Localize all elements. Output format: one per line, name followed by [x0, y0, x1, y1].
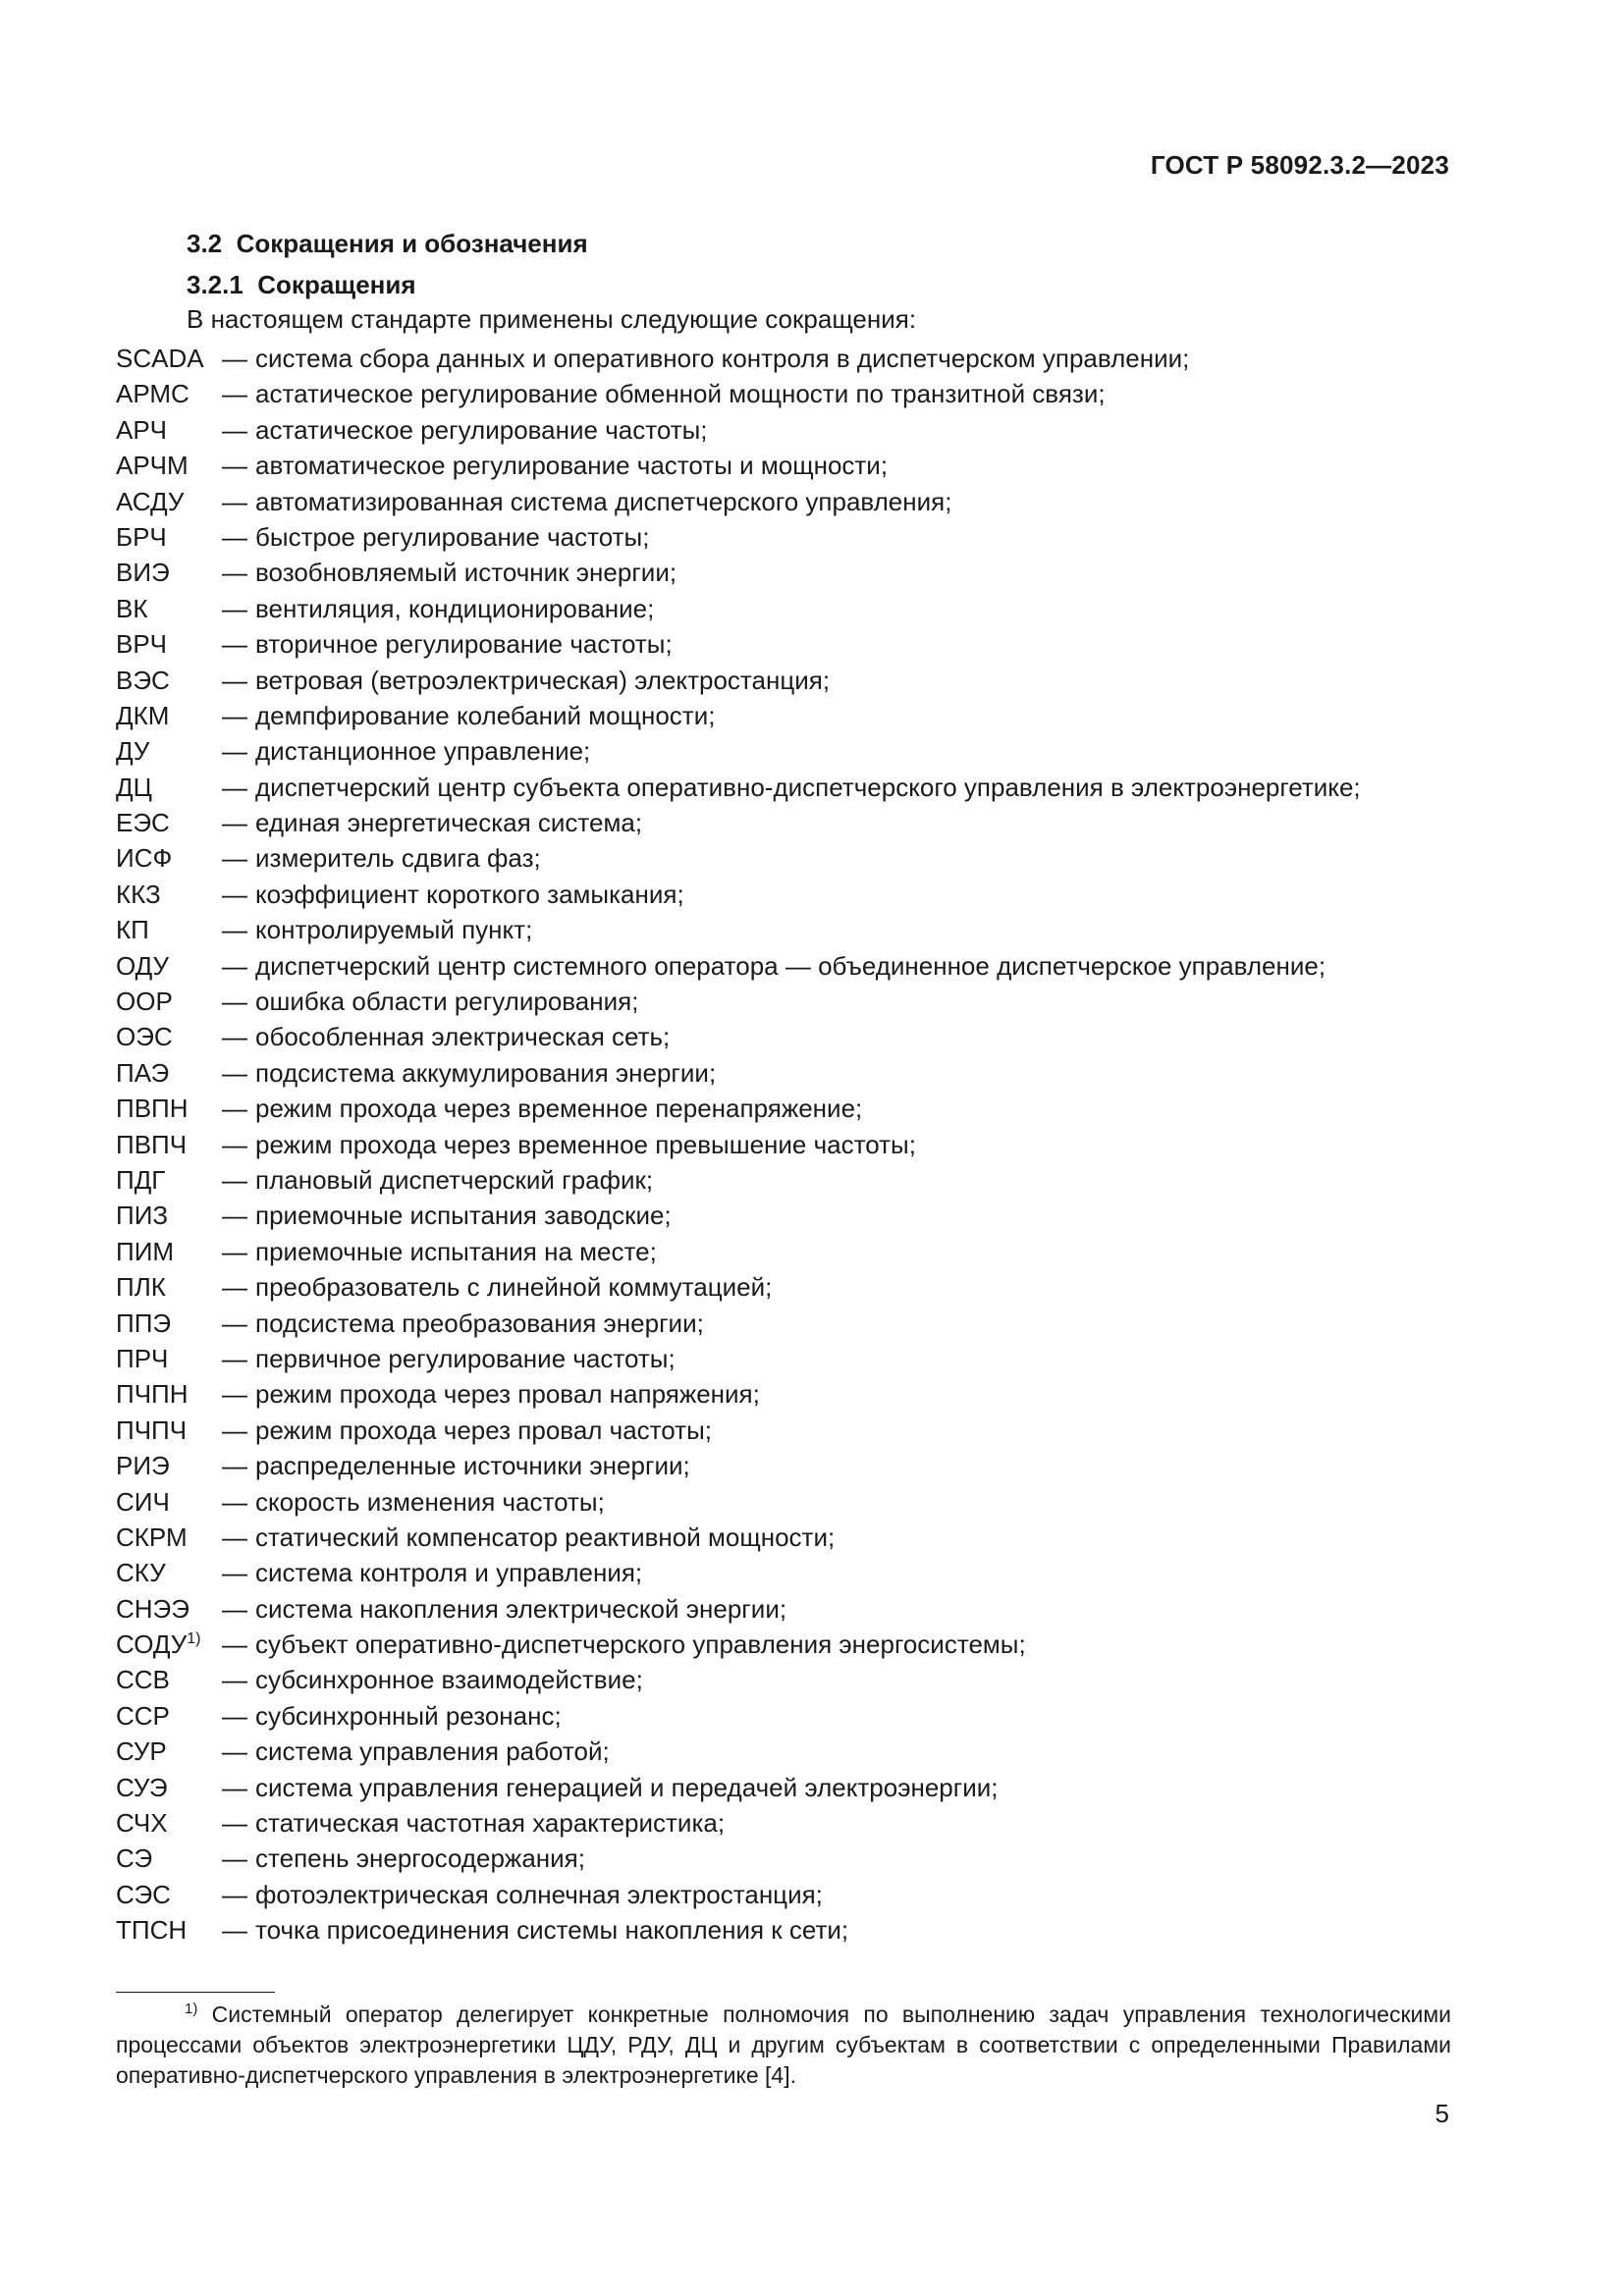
abbreviation-row: [116, 484, 1451, 519]
abbreviation-definition: контролируемый пункт;: [255, 915, 533, 945]
abbreviation-term: [116, 840, 222, 876]
abbreviation-definition: ветровая (ветроэлектрическая) электростанция;: [255, 665, 831, 695]
abbreviation-term: [116, 1841, 222, 1876]
abbreviation-term: [116, 448, 222, 483]
abbreviation-row: [116, 1555, 1451, 1590]
abbreviation-term-text: ПДГ: [116, 1164, 166, 1195]
abbreviation-dash: —: [222, 736, 247, 767]
abbreviation-term-text: СИЧ: [116, 1486, 170, 1517]
abbreviation-definition: первичное регулирование частоты;: [255, 1343, 676, 1373]
abbreviation-term-text: ОЭС: [116, 1022, 173, 1052]
abbreviation-term-text: ИСФ: [116, 843, 173, 874]
abbreviation-term-text: ВК: [116, 593, 148, 623]
abbreviation-term: [116, 1805, 222, 1841]
abbreviation-row: [116, 1269, 1451, 1305]
abbreviation-term-text: ОДУ: [116, 950, 170, 981]
abbreviation-term-text: БРЧ: [116, 521, 167, 552]
abbreviation-definition: измеритель сдвига фаз;: [255, 843, 541, 874]
abbreviation-dash: —: [222, 1164, 247, 1195]
abbreviation-definition: система управления генерацией и передачей электроэнергии;: [255, 1772, 999, 1802]
abbreviation-dash: —: [222, 1379, 247, 1410]
footnote-text: Системный оператор делегирует конкретные полномочия по выполнению задач управления технологическими процессами объектов электроэнергетики ЦДУ, РДУ, ДЦ и другим субъектам в соответствии с определенными Правилами оперативно-диспетчерского управления в электроэнергетике [4].: [116, 2002, 1452, 2088]
abbreviation-row: [116, 698, 1451, 733]
abbreviation-term: [116, 1055, 222, 1091]
abbreviation-term: [116, 948, 222, 984]
abbreviation-row: [116, 1306, 1451, 1341]
abbreviation-term-text: КП: [116, 915, 149, 945]
abbreviation-definition: система управления работой;: [255, 1736, 610, 1767]
abbreviation-dash: —: [222, 950, 247, 981]
abbreviation-term: [116, 1698, 222, 1734]
abbreviation-term-text: ПВПЧ: [116, 1129, 188, 1159]
abbreviation-term-text: СУР: [116, 1736, 167, 1767]
abbreviation-definition: коэффициент короткого замыкания;: [255, 879, 684, 909]
abbreviation-row: [116, 1091, 1451, 1126]
footnote-divider: [116, 1992, 275, 1993]
abbreviation-row: [116, 1805, 1451, 1841]
abbreviation-definition: система сбора данных и оперативного контроля в диспетчерском управлении;: [255, 344, 1190, 373]
abbreviation-term-text: СЭС: [116, 1879, 171, 1909]
abbreviation-term: [116, 1877, 222, 1912]
abbreviation-row: [116, 984, 1451, 1019]
abbreviation-definition: астатическое регулирование частоты;: [255, 414, 708, 445]
abbreviation-dash: —: [222, 1700, 247, 1731]
abbreviation-term-text: АСДУ: [116, 486, 185, 516]
abbreviation-definition: демпфирование колебаний мощности;: [255, 700, 716, 730]
abbreviation-term: [116, 1198, 222, 1233]
abbreviation-dash: —: [222, 629, 247, 660]
abbreviation-term-text: ССВ: [116, 1665, 170, 1695]
abbreviation-term: [116, 1162, 222, 1198]
abbreviation-row: [116, 1734, 1451, 1769]
intro-paragraph: В настоящем стандарте применены следующие сокращения:: [187, 304, 917, 334]
abbreviation-row: [116, 1234, 1451, 1269]
abbreviation-row: [116, 1841, 1451, 1876]
abbreviation-term-text: ККЗ: [116, 879, 161, 909]
abbreviation-term-text: ДЦ: [116, 772, 152, 802]
abbreviation-term: [116, 805, 222, 840]
abbreviation-definition: режим прохода через провал напряжения;: [255, 1379, 760, 1410]
abbreviation-definition: обособленная электрическая сеть;: [255, 1022, 671, 1052]
abbreviation-term: [116, 1627, 222, 1662]
abbreviation-row: [116, 912, 1451, 947]
abbreviation-dash: —: [222, 1236, 247, 1266]
abbreviation-definition: быстрое регулирование частоты;: [255, 521, 650, 552]
footnote-reference: 1): [187, 1630, 201, 1648]
abbreviation-definition: субсинхронный резонанс;: [255, 1700, 562, 1731]
abbreviation-term-text: ЕЭС: [116, 808, 170, 838]
abbreviation-term: [116, 912, 222, 947]
abbreviation-term: [116, 984, 222, 1019]
abbreviation-dash: —: [222, 1772, 247, 1802]
abbreviation-term: [116, 1734, 222, 1769]
abbreviation-term: [116, 1912, 222, 1948]
abbreviation-term: [116, 663, 222, 698]
abbreviation-definition: фотоэлектрическая солнечная электростанция;: [255, 1879, 823, 1909]
abbreviation-term-text: ТПСН: [116, 1915, 188, 1946]
abbreviation-term-text: ПВПН: [116, 1094, 189, 1124]
abbreviation-term: [116, 877, 222, 912]
abbreviation-term: [116, 1662, 222, 1697]
abbreviation-term: [116, 1234, 222, 1269]
abbreviation-definition: преобразователь с линейной коммутацией;: [255, 1272, 773, 1303]
abbreviation-term-text: ПЧПН: [116, 1379, 189, 1410]
abbreviation-dash: —: [222, 1308, 247, 1338]
abbreviation-term: [116, 1019, 222, 1054]
abbreviation-definition: приемочные испытания заводские;: [255, 1201, 672, 1231]
abbreviation-dash: —: [222, 521, 247, 552]
abbreviation-term-text: ВЭС: [116, 665, 170, 695]
abbreviation-row: [116, 840, 1451, 876]
abbreviation-dash: —: [222, 1201, 247, 1231]
abbreviation-term-text: РИЭ: [116, 1451, 170, 1481]
abbreviation-definition: степень энергосодержания;: [255, 1843, 585, 1874]
abbreviation-dash: —: [222, 843, 247, 874]
abbreviation-dash: —: [222, 1522, 247, 1552]
abbreviation-row: [116, 948, 1451, 984]
abbreviation-row: [116, 1162, 1451, 1198]
abbreviation-dash: —: [222, 1808, 247, 1839]
abbreviation-term-text: СУЭ: [116, 1772, 168, 1802]
abbreviation-term-text: ПИМ: [116, 1236, 175, 1266]
abbreviation-term: [116, 1448, 222, 1483]
abbreviation-dash: —: [222, 558, 247, 588]
abbreviation-definition: вторичное регулирование частоты;: [255, 629, 673, 660]
abbreviation-dash: —: [222, 414, 247, 445]
abbreviation-definition: режим прохода через временное превышение частоты;: [255, 1129, 916, 1159]
abbreviation-term-text: ПРЧ: [116, 1343, 169, 1373]
abbreviation-dash: —: [222, 1629, 247, 1660]
abbreviation-definition: единая энергетическая система;: [255, 808, 643, 838]
abbreviation-dash: —: [222, 1593, 247, 1624]
abbreviation-term-text: СЧХ: [116, 1808, 168, 1839]
abbreviation-row: [116, 733, 1451, 769]
abbreviation-definition: статическая частотная характеристика;: [255, 1808, 726, 1839]
abbreviation-dash: —: [222, 987, 247, 1017]
abbreviation-dash: —: [222, 1486, 247, 1517]
abbreviation-row: [116, 1341, 1451, 1376]
abbreviation-dash: —: [222, 1915, 247, 1946]
abbreviation-term: [116, 376, 222, 411]
abbreviation-dash: —: [222, 1094, 247, 1124]
abbreviation-definition: автоматизированная система диспетчерского управления;: [255, 486, 952, 516]
abbreviation-term-text: АРЧМ: [116, 451, 189, 481]
abbreviation-term: [116, 1306, 222, 1341]
abbreviation-definition: система контроля и управления;: [255, 1558, 643, 1588]
abbreviation-term: [116, 1484, 222, 1520]
abbreviation-row: [116, 877, 1451, 912]
abbreviation-row: [116, 1376, 1451, 1412]
abbreviation-dash: —: [222, 379, 247, 409]
abbreviation-term: [116, 1127, 222, 1162]
abbreviation-definition: система накопления электрической энергии;: [255, 1593, 787, 1624]
abbreviation-dash: —: [222, 1558, 247, 1588]
abbreviation-dash: —: [222, 915, 247, 945]
abbreviation-term-text: СОДУ: [116, 1629, 188, 1660]
abbreviation-definition: диспетчерский центр субъекта оперативно-диспетчерского управления в электроэнергетике;: [255, 772, 1361, 802]
abbreviation-dash: —: [222, 593, 247, 623]
abbreviation-term-text: ПИЗ: [116, 1201, 169, 1231]
abbreviation-term-text: СЭ: [116, 1843, 153, 1874]
abbreviation-definition: точка присоединения системы накопления к сети;: [255, 1915, 849, 1946]
abbreviation-term: [116, 733, 222, 769]
abbreviation-row: [116, 1662, 1451, 1697]
abbreviation-dash: —: [222, 1272, 247, 1303]
abbreviation-term-text: ППЭ: [116, 1308, 172, 1338]
abbreviation-row: [116, 805, 1451, 840]
abbreviation-row: [116, 770, 1451, 805]
abbreviation-term: [116, 1091, 222, 1126]
abbreviation-row: [116, 1698, 1451, 1734]
abbreviation-dash: —: [222, 700, 247, 730]
abbreviation-definition: подсистема преобразования энергии;: [255, 1308, 704, 1338]
abbreviation-dash: —: [222, 1022, 247, 1052]
abbreviation-dash: —: [222, 1415, 247, 1445]
abbreviation-term: [116, 591, 222, 626]
abbreviation-row: [116, 663, 1451, 698]
abbreviation-term: [116, 341, 222, 376]
abbreviation-row: [116, 1591, 1451, 1627]
abbreviation-definition: скорость изменения частоты;: [255, 1486, 605, 1517]
abbreviation-row: [116, 555, 1451, 590]
footnote: [116, 2000, 1451, 2091]
abbreviation-definition: астатическое регулирование обменной мощности по транзитной связи;: [255, 379, 1106, 409]
abbreviation-term-text: АРЧ: [116, 414, 168, 445]
abbreviation-definition: подсистема аккумулирования энергии;: [255, 1057, 717, 1088]
abbreviation-dash: —: [222, 451, 247, 481]
abbreviation-term: [116, 626, 222, 662]
abbreviation-term-text: АРМС: [116, 379, 189, 409]
abbreviation-term: [116, 698, 222, 733]
abbreviation-row: [116, 591, 1451, 626]
abbreviation-term: [116, 1520, 222, 1555]
abbreviation-term: [116, 1413, 222, 1448]
footnote-marker: 1): [185, 2001, 198, 2017]
abbreviation-definition: плановый диспетчерский график;: [255, 1164, 654, 1195]
abbreviation-dash: —: [222, 1665, 247, 1695]
abbreviation-row: [116, 519, 1451, 555]
document-code: ГОСТ Р 58092.3.2—2023: [1150, 150, 1449, 180]
abbreviation-definition: субсинхронное взаимодействие;: [255, 1665, 643, 1695]
abbreviation-row: [116, 1627, 1451, 1662]
abbreviation-term-text: СНЭЭ: [116, 1593, 189, 1624]
abbreviation-term: [116, 1555, 222, 1590]
abbreviation-row: [116, 1520, 1451, 1555]
abbreviation-term-text: СКУ: [116, 1558, 166, 1588]
abbreviation-row: [116, 1770, 1451, 1805]
abbreviation-definition: субъект оперативно-диспетчерского управления энергосистемы;: [255, 1629, 1026, 1660]
abbreviation-row: [116, 1484, 1451, 1520]
abbreviation-term: [116, 412, 222, 448]
abbreviation-row: [116, 1055, 1451, 1091]
abbreviation-definition: режим прохода через временное перенапряжение;: [255, 1094, 863, 1124]
abbreviation-row: [116, 341, 1451, 376]
abbreviation-dash: —: [222, 1057, 247, 1088]
abbreviation-dash: —: [222, 1129, 247, 1159]
abbreviation-term-text: SCADA: [116, 344, 204, 373]
abbreviation-definition: приемочные испытания на месте;: [255, 1236, 657, 1266]
abbreviation-definition: возобновляемый источник энергии;: [255, 558, 677, 588]
abbreviation-definition: статический компенсатор реактивной мощности;: [255, 1522, 836, 1552]
abbreviation-term-text: ДКМ: [116, 700, 170, 730]
abbreviation-term: [116, 484, 222, 519]
abbreviation-definition: дистанционное управление;: [255, 736, 591, 767]
abbreviation-dash: —: [222, 808, 247, 838]
abbreviation-term: [116, 519, 222, 555]
abbreviation-dash: —: [222, 1736, 247, 1767]
abbreviation-term: [116, 1341, 222, 1376]
abbreviation-dash: —: [222, 665, 247, 695]
section-title: 3.2 Сокращения и обозначения: [187, 229, 588, 258]
abbreviation-dash: —: [222, 1879, 247, 1909]
abbreviation-row: [116, 1198, 1451, 1233]
abbreviation-list: [116, 341, 1451, 1949]
abbreviation-definition: ошибка области регулирования;: [255, 987, 639, 1017]
abbreviation-term-text: ДУ: [116, 736, 150, 767]
abbreviation-row: [116, 1019, 1451, 1054]
abbreviation-term-text: ВИЭ: [116, 558, 170, 588]
abbreviation-row: [116, 448, 1451, 483]
abbreviation-row: [116, 1413, 1451, 1448]
abbreviation-dash: —: [222, 1451, 247, 1481]
abbreviation-dash: —: [222, 344, 247, 373]
abbreviation-term: [116, 1376, 222, 1412]
abbreviation-dash: —: [222, 1343, 247, 1373]
abbreviation-term: [116, 555, 222, 590]
abbreviation-dash: —: [222, 1843, 247, 1874]
abbreviation-definition: вентиляция, кондиционирование;: [255, 593, 655, 623]
abbreviation-row: [116, 1877, 1451, 1912]
abbreviation-term-text: ВРЧ: [116, 629, 168, 660]
abbreviation-row: [116, 1912, 1451, 1948]
abbreviation-dash: —: [222, 879, 247, 909]
abbreviation-term: [116, 770, 222, 805]
abbreviation-term-text: СКРМ: [116, 1522, 188, 1552]
abbreviation-row: [116, 412, 1451, 448]
abbreviation-dash: —: [222, 772, 247, 802]
abbreviation-definition: режим прохода через провал частоты;: [255, 1415, 713, 1445]
abbreviation-term: [116, 1269, 222, 1305]
abbreviation-definition: диспетчерский центр системного оператора — объединенное диспетчерское управление;: [255, 950, 1326, 981]
abbreviation-definition: автоматическое регулирование частоты и мощности;: [255, 451, 889, 481]
abbreviation-row: [116, 1127, 1451, 1162]
abbreviation-row: [116, 376, 1451, 411]
abbreviation-term-text: ССР: [116, 1700, 170, 1731]
subsection-title: 3.2.1 Сокращения: [187, 270, 416, 299]
abbreviation-definition: распределенные источники энергии;: [255, 1451, 690, 1481]
page-number: 5: [1435, 2099, 1449, 2128]
abbreviation-term-text: ООР: [116, 987, 173, 1017]
abbreviation-row: [116, 1448, 1451, 1483]
abbreviation-term: [116, 1591, 222, 1627]
abbreviation-term: [116, 1770, 222, 1805]
abbreviation-term-text: ПАЭ: [116, 1057, 170, 1088]
abbreviation-term-text: ПЧПЧ: [116, 1415, 188, 1445]
abbreviation-row: [116, 626, 1451, 662]
abbreviation-term-text: ПЛК: [116, 1272, 166, 1303]
abbreviation-dash: —: [222, 486, 247, 516]
